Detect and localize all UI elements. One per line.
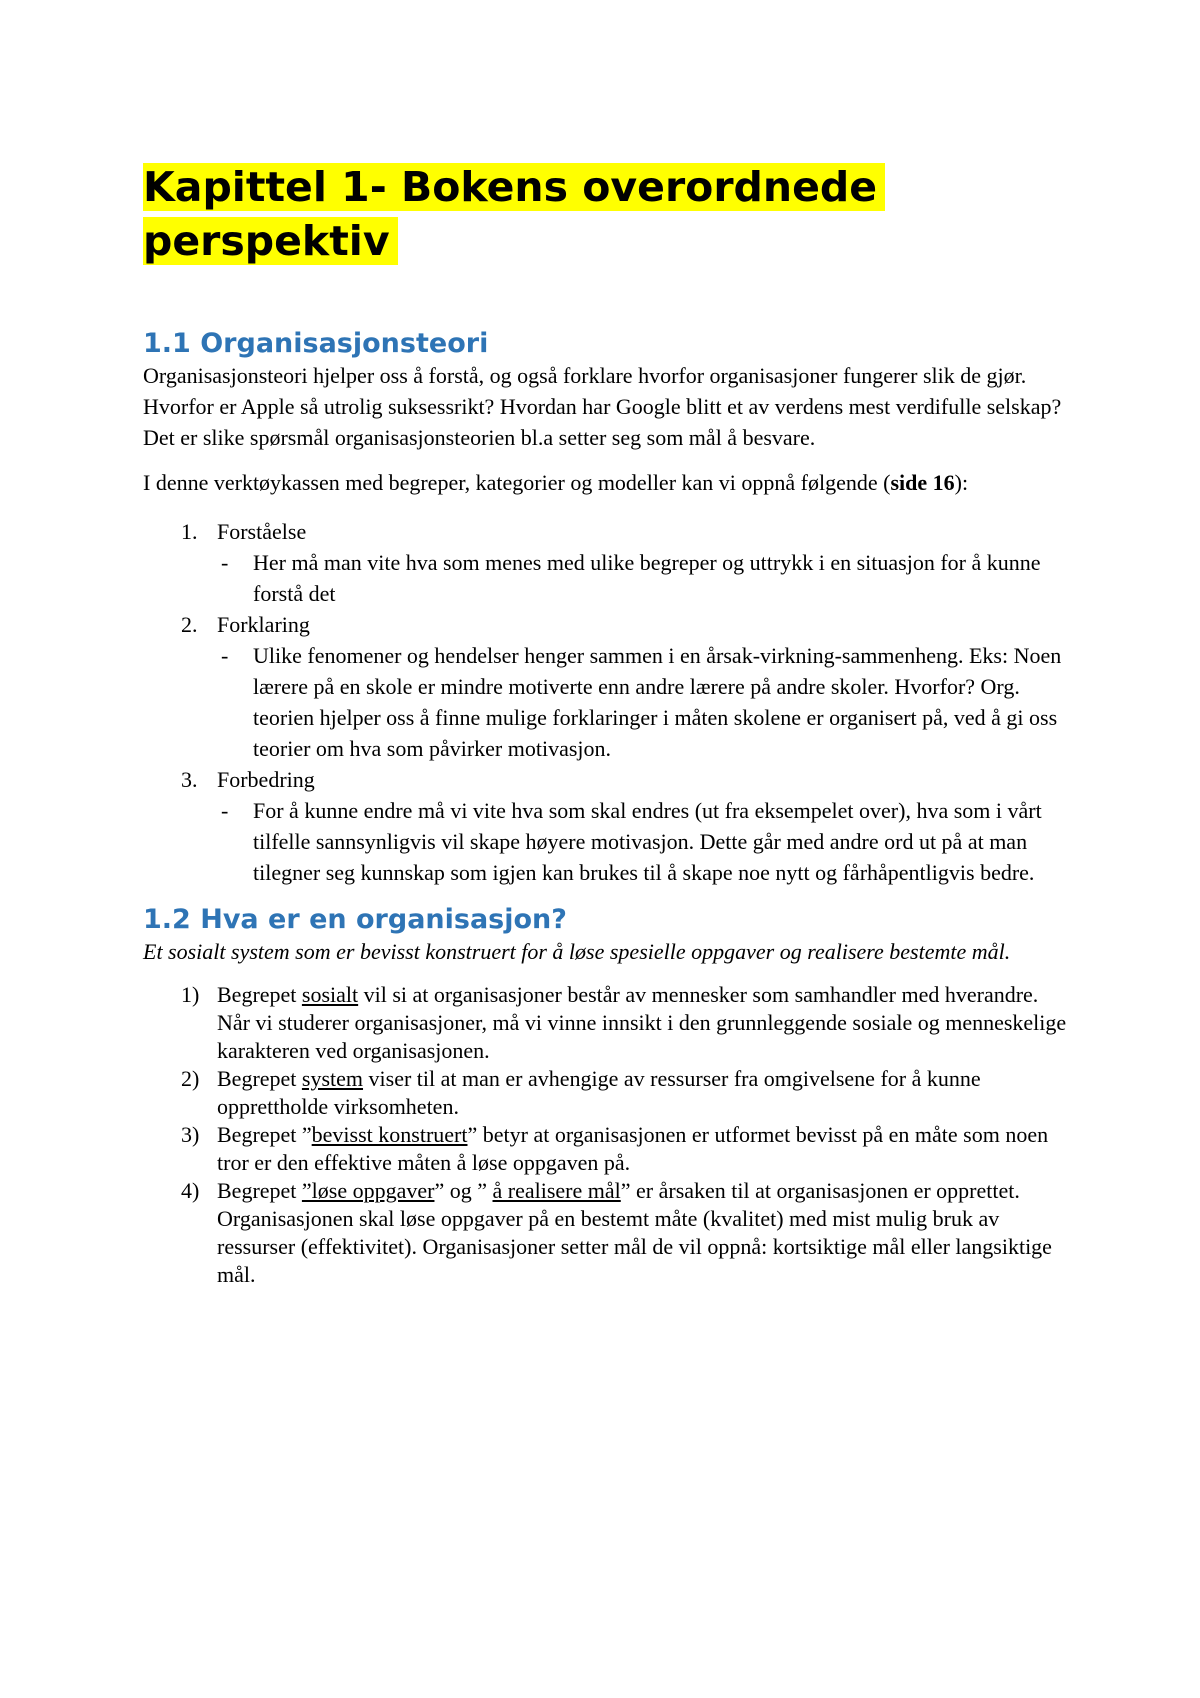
chapter-title bbox=[143, 160, 1073, 268]
list-item: 3. Forbedring - For å kunne endre må vi vite hva som skal endres (ut fra eksempelet over), hva som i vårt tilfelle sannsynligvis vil skape høyere motivasjon. Dette går med andre ord ut på at man tilegner seg kunnskap som igjen kan brukes til å skape noe nytt og fårhåpentligvis bedre. bbox=[143, 764, 1073, 888]
list-item-title: Forståelse bbox=[217, 519, 307, 544]
section-heading-1-1: 1.1 Organisasjonsteori bbox=[143, 328, 489, 359]
underlined-term: å realisere mål bbox=[492, 1178, 621, 1203]
underlined-term: bevisst konstruert bbox=[311, 1122, 468, 1147]
title-line-1: Kapittel 1- Bokens overordnede bbox=[143, 163, 885, 211]
section-1-1-paragraph: Organisasjonsteori hjelper oss å forstå, og også forklare hvorfor organisasjoner fungerer slik de gjør. Hvorfor er Apple så utrolig suksessrikt? Hvordan har Google blitt et av verdens mest verdifulle selskap? Det er slike spørsmål organisasjonsteorien bl.a setter seg som mål å besvare. bbox=[143, 363, 1062, 450]
list-item: 4) Begrepet ”løse oppgaver” og ” å realisere mål” er årsaken til at organisasjonen er opprettet. Organisasjonen skal løse oppgaver på en bestemt måte (kvalitet) med mist mulig bruk av ressurser (effektivitet). Organisasjoner setter mål de vil oppnå: kortsiktige mål eller langsiktige mål. bbox=[181, 1178, 1052, 1287]
list-item-title: Forklaring bbox=[217, 612, 310, 637]
list-item-detail: - Her må man vite hva som menes med ulike begreper og uttrykk i en situasjon for å kunne forstå det bbox=[221, 550, 1041, 606]
list-item: 1) Begrepet sosialt vil si at organisasjoner består av mennesker som samhandler med hverandre. Når vi studerer organisasjoner, må vi vinne innsikt i den grunnleggende sosiale og menneskelige karakteren ved organisasjonen. bbox=[181, 982, 1067, 1063]
list-item: 1. Forståelse - Her må man vite hva som menes med ulike begreper og uttrykk i en situasjon for å kunne forstå det bbox=[143, 516, 1073, 609]
list-item: 2) Begrepet system viser til at man er avhengige av ressurser fra omgivelsene for å kunne opprettholde virksomheten. bbox=[181, 1066, 981, 1119]
list-item: 3) Begrepet ”bevisst konstruert” betyr at organisasjonen er utformet bevisst på en måte som noen tror er den effektive måten å løse oppgaven på. bbox=[181, 1122, 1049, 1175]
underlined-term: ”løse oppgaver bbox=[301, 1178, 435, 1203]
underlined-term: sosialt bbox=[301, 982, 359, 1007]
concept-list bbox=[143, 981, 1073, 1289]
goals-list bbox=[143, 516, 1073, 888]
page-reference: side 16 bbox=[890, 470, 955, 495]
list-item-title: Forbedring bbox=[217, 767, 315, 792]
list-item: 2. Forklaring - Ulike fenomener og hendelser henger sammen i en årsak-virkning-sammenheng. Eks: Noen lærere på en skole er mindre motiverte enn andre lærere på andre skoler. Hvorfor? Org. teorien hjelper oss å finne mulige forklaringer i måten skolene er organisert på, ved å gi oss teorier om hva som påvirker motivasjon. bbox=[143, 609, 1073, 764]
organization-definition: Et sosialt system som er bevisst konstruert for å løse spesielle oppgaver og realisere bestemte mål. bbox=[143, 939, 1011, 964]
title-line-2: perspektiv bbox=[143, 217, 398, 265]
list-item-detail: - For å kunne endre må vi vite hva som skal endres (ut fra eksempelet over), hva som i vårt tilfelle sannsynligvis vil skape høyere motivasjon. Dette går med andre ord ut på at man tilegner seg kunnskap som igjen kan brukes til å skape noe nytt og fårhåpentligvis bedre. bbox=[221, 798, 1042, 885]
section-1-1-intro: I denne verktøykassen med begreper, kategorier og modeller kan vi oppnå følgende (side 16): bbox=[143, 470, 969, 495]
list-item-detail: - Ulike fenomener og hendelser henger sammen i en årsak-virkning-sammenheng. Eks: Noen lærere på en skole er mindre motiverte enn andre lærere på andre skoler. Hvorfor? Org. teorien hjelper oss å finne mulige forklaringer i måten skolene er organisert på, ved å gi oss teorier om hva som påvirker motivasjon. bbox=[221, 643, 1062, 761]
underlined-term: system bbox=[301, 1066, 364, 1091]
document-content bbox=[143, 160, 1073, 1289]
section-heading-1-2: 1.2 Hva er en organisasjon? bbox=[143, 904, 567, 935]
